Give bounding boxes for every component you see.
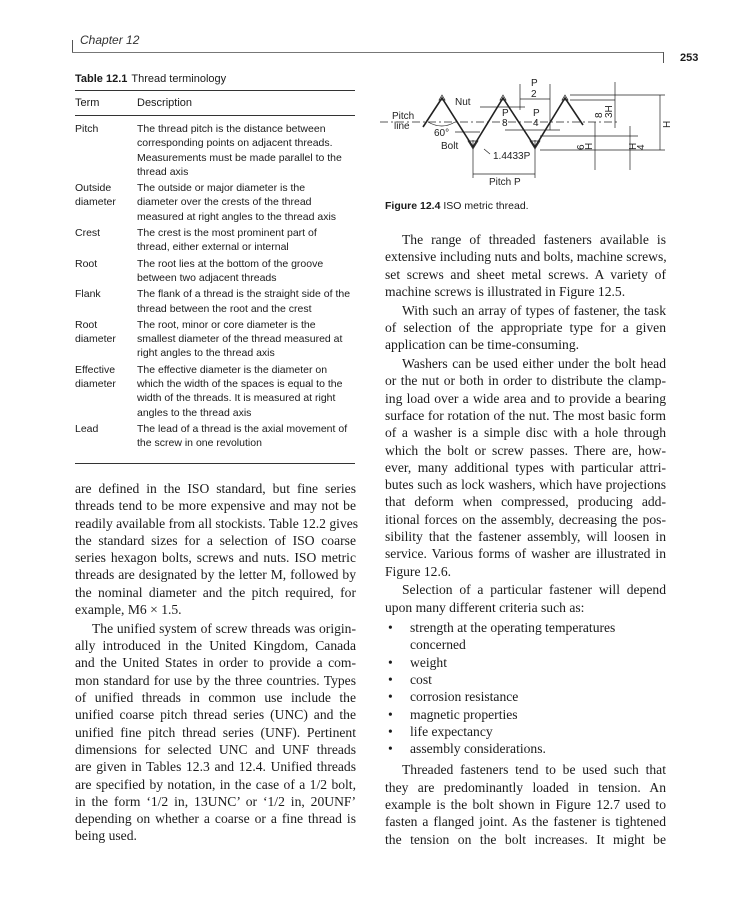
text-line: set screws and sheet metal screws. A variety of [385,266,666,282]
term-cell: Lead [75,422,99,435]
bullet-list [385,619,666,757]
paragraph [385,231,666,300]
bullet-icon: • [388,741,393,757]
iso-thread-figure [380,70,680,200]
description-line: between two adjacent threads [137,271,277,284]
label-p-den-2: 2 [531,89,537,100]
label-pitch-p: Pitch P [489,177,521,188]
list-item-line: life expectancy [410,723,493,739]
list-item-line: concerned [410,637,466,653]
label-h6: H [584,142,595,150]
text-line: ing load over a wide area and to provide a bearing [385,390,666,406]
bullet-icon: • [388,654,393,670]
text-line: dimensions for selected UNC and UNF threads [75,741,356,757]
text-line: threads are designated by the letter M, followed by [75,567,356,583]
paragraph [385,761,666,847]
text-line: example is the bolt shown in Figure 12.7 used to [385,797,666,812]
text-line: sibility that the fastener assembly, will loosen in [385,529,666,545]
description-line: corresponding points on adjacent threads. [137,137,333,150]
column-header-description: Description [137,97,193,109]
paragraph [385,355,666,580]
description-cell [137,226,355,255]
table-row [75,122,355,179]
label-p4-num: P [533,108,540,119]
left-text-column [75,480,359,846]
description-line: The flank of a thread is the straight side of the [137,288,351,301]
text-line: of a washer is a simple disc with a hole through [385,425,666,441]
label-angle: 60° [434,128,450,139]
text-line: readily available from all stockists. Table 12.2 gives [75,515,359,531]
term-cell: Effective diameter [75,363,116,391]
text-line: and the United States in order to provide a com- [75,655,356,671]
text-line: of selection of the appropriate type for a given [385,319,666,335]
text-line: ever, many additional types with particular attri- [385,459,666,475]
paragraph [385,302,666,354]
angle-arc [428,122,455,126]
figure-caption [385,200,529,212]
figure-label: Figure 12.4 [385,200,441,212]
description-line: width of the threads. It is measured at right [137,392,336,405]
figure-caption-text: ISO metric thread. [443,200,529,212]
paragraph [385,581,666,616]
text-line: The range of threaded fasteners available is [402,232,666,247]
description-line: smallest diameter of the thread measured at [137,333,343,346]
label-p8-num: P [502,108,509,119]
description-cell [137,257,355,286]
description-line: the screw in one revolution [137,437,262,450]
list-item [385,619,666,654]
text-line: are given in Tables 12.3 and 12.4. Unified threads [75,759,356,775]
bullet-icon: • [388,706,393,722]
text-line: unified fine pitch thread series (UNF). Pertinent [75,724,356,740]
label-3h-den: 8 [594,112,605,118]
text-line: ally introduced in the United Kingdom, Canada [75,638,356,654]
description-cell [137,181,355,224]
bullet-icon: • [388,671,393,687]
description-cell [137,122,355,179]
text-line: machine screws is illustrated in Figure 12.5. [385,283,626,299]
label-h4: H [628,142,639,150]
list-item [385,723,666,740]
text-line: depending on whether a coarse or a fine thread is [75,811,356,827]
table-row [75,181,355,224]
text-line: The unified system of screw threads was origin- [92,620,356,636]
label-pitch: Pitch [392,111,415,122]
description-line: The lead of a thread is the axial movement of [137,422,348,435]
text-line: upon many different criteria such as: [385,599,585,615]
text-line: butes such as lock washers, which have projections [385,477,666,493]
list-item-line: strength at the operating temperatures [410,620,616,636]
paragraph [75,620,356,845]
description-line: The root lies at the bottom of the groove [137,257,324,270]
table-caption [75,73,355,85]
list-item-text [410,654,447,671]
term-cell: Crest [75,227,101,240]
description-line: thread axis [137,165,189,178]
table-row [75,422,355,451]
text-line: fasten a flanged joint. As the fastener is tightened [385,814,666,830]
list-item-text [410,706,518,723]
term-cell: Flank [75,288,101,301]
description-line: diameter over the crests of the thread [137,196,312,209]
text-line: the standard sizes for a selection of ISO coarse [75,532,356,548]
text-line: being used. [75,828,137,844]
term-cell: Pitch [75,123,99,135]
list-item-line: weight [410,654,447,670]
text-line: they are predominantly loaded in tension. An [385,779,666,795]
text-line: that deform when compressed, producing add- [385,494,666,510]
description-line: thread between the root and the crest [137,302,312,315]
text-line: Selection of a particular fastener will depend [402,582,666,598]
list-item-text [410,740,546,757]
list-item [385,706,666,723]
paragraph [75,480,359,618]
text-line: of unified threads in common use include the [75,690,356,706]
description-line: The root, minor or core diameter is the [137,318,316,331]
description-cell [137,318,355,361]
list-item-text [410,688,518,705]
description-line: angles to the thread axis [137,406,252,419]
label-line: line [394,121,410,132]
header-tick-right [663,52,664,63]
text-line: extensive including nuts and bolts, machine screws, [385,249,667,265]
table-row [75,226,355,255]
description-line: The outside or major diameter is the [137,182,306,195]
label-nut: Nut [455,97,471,108]
text-line: the tension on the bolt increases. It might be [385,831,666,847]
header-rule [72,52,664,53]
text-line: example, M6 × 1.5. [75,602,182,618]
thread-terminology-table [75,73,355,464]
text-line: are specified by notation, in the case of a 1/2 bolt, [75,776,356,792]
table-row [75,318,355,361]
text-line: Threaded fasteners tend to be used such that [402,762,666,778]
text-line: application can be time-consuming. [385,337,580,353]
label-h4-den: 4 [636,144,647,150]
text-line: mon standard for use by the three countries. Types [75,672,356,688]
description-line: which the width of the spaces is equal to the [137,378,343,391]
page-number: 253 [680,52,699,64]
text-line: threads tend to be more expensive and may not be [75,498,356,514]
label-p4-den: 4 [533,118,539,129]
description-line: The thread pitch is the distance between [137,123,326,135]
list-item [385,740,666,757]
column-header-term: Term [75,97,100,109]
description-line: measured at right angles to the thread axis [137,210,337,223]
list-item-text [410,619,615,654]
description-line: Measurements must be made parallel to the [137,151,342,164]
list-item-line: corrosion resistance [410,689,519,705]
label-h: H [662,120,673,128]
text-line: unified coarse pitch thread series (UNC) and the [75,707,356,723]
text-line: in the form ‘1/2 in, 13UNC’ or ‘1/2 in, 20UNF’ [75,793,356,809]
list-item [385,654,666,671]
list-item-text [410,723,493,740]
text-line: series hexagon bolts, screws and nuts. ISO metric [75,550,356,566]
description-line: thread, either external or internal [137,241,289,254]
label-3h: 3H [604,105,615,118]
list-item-line: cost [410,671,432,687]
list-item-line: assembly considerations. [410,741,546,757]
label-p-num: P [531,78,538,89]
table-bottom-rule [75,463,355,464]
description-cell [137,363,355,420]
text-line: service. Various forms of washer are illustrated in [385,546,666,562]
term-cell: Outside diameter [75,182,116,209]
list-item-text [410,671,432,688]
text-line: Figure 12.6. [385,563,452,579]
text-line: With such an array of types of fastener, the task [402,302,666,318]
text-line: are defined in the ISO standard, but fine series [75,481,356,496]
description-line: The effective diameter is the diameter on [137,363,328,376]
text-line: Washers can be used either under the bolt head [402,356,666,372]
table-header-row [75,91,355,115]
description-cell [137,422,355,451]
bullet-icon: • [388,620,393,636]
list-item [385,671,666,688]
list-item-line: magnetic properties [410,706,518,722]
text-line: or the nut or both in order to distribute the clamp- [385,373,666,389]
label-radius: 1.4433P [493,151,531,162]
text-line: surface for rotation of the nut. The most basic form [385,407,666,423]
right-text-column [385,231,666,849]
table-row [75,363,355,420]
label-bolt: Bolt [441,141,459,152]
term-cell: Root diameter [75,318,116,346]
text-line: which the bolt or screw passes. There are, how- [385,442,666,458]
table-label: Table 12.1 [75,73,128,85]
term-cell: Root [75,257,98,270]
bullet-icon: • [388,689,393,705]
thread-diagram [380,70,680,195]
bullet-icon: • [388,723,393,739]
text-line: itional forces on the assembly, decreasing the pos- [385,511,666,527]
text-line: the nominal diameter and the pitch required, for [75,584,356,600]
running-head-chapter: Chapter 12 [80,33,140,47]
label-p8-den: 8 [502,118,508,129]
table-title: Thread terminology [131,73,227,85]
label-h6-den: 6 [576,144,587,150]
list-item [385,688,666,705]
description-cell [137,287,355,316]
description-line: The crest is the most prominent part of [137,227,317,240]
table-row [75,257,355,286]
table-row [75,287,355,316]
description-line: right angles to the thread axis [137,347,275,360]
